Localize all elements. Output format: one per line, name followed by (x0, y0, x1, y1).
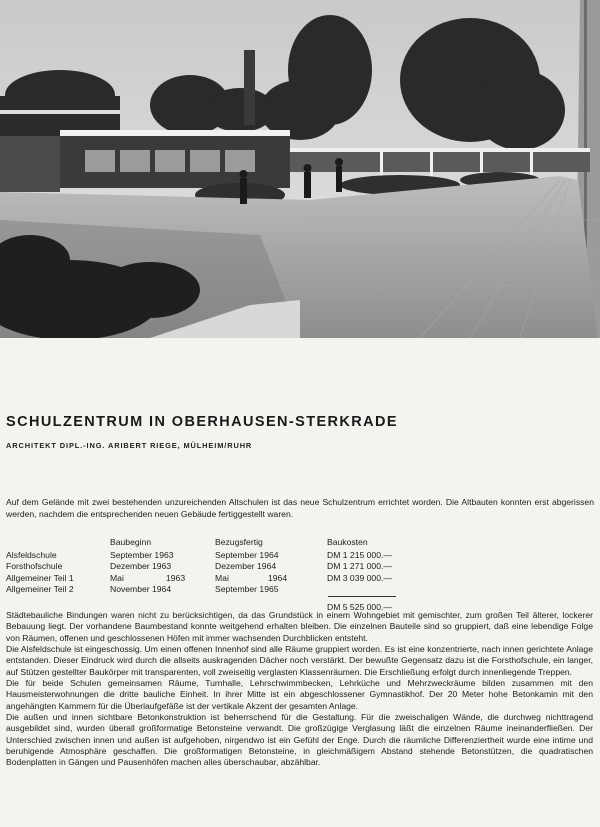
article-title: SCHULZENTRUM IN OBERHAUSEN-STERKRADE (6, 414, 398, 430)
body-paragraph: Die für beide Schulen gemeinsamen Räume, Turnhalle, Lehrschwimmbecken, Lehrküche und Mehrzweckräume bilden zusammen mit den Hausmeisterwohnungen die dritte bauliche Einheit. In ihrer Mitte ist ein abgeschlossener Gymnastikhof. Der 20 Meter hohe Betonkamin mit den angehängten Kammern für die Überlaufgefäße ist der vertikale Akzent der gesamten Anlage. (6, 678, 593, 711)
ready-date: September 1965 (215, 584, 279, 595)
school-name: Alsfeldschule (6, 550, 57, 560)
intro-paragraph: Auf dem Gelände mit zwei bestehenden unzureichenden Altschulen ist das neue Schulzentrum errichtet worden. Die Altbauten konnten erst abgerissen werden, nachdem die entsprechenden neuen Gebäude fertiggestellt waren. (6, 497, 594, 520)
body-text (6, 610, 593, 769)
header-cost: Baukosten (327, 537, 368, 547)
schedule-header-row (6, 537, 596, 550)
schedule-row (6, 573, 596, 584)
total-cost: DM 5 525 000.— (327, 601, 392, 612)
body-paragraph: Städtebauliche Bindungen waren nicht zu berücksichtigen, da das Grundstück in einem Wohngebiet mit gemischter, zum großen Teil älterer, lockerer Bebauung liegt. Der vorhandene Baumbestand konnte weitgehend erhalten bleiben. Die einzelnen Bauteile sind so gruppiert, daß eine lebendige Folge von Räumen, offenen und geschlossenen Höfen mit immer wachsenden Durchblicken entsteht. (6, 610, 593, 643)
schedule-row (6, 550, 596, 561)
schedule-row (6, 561, 596, 572)
school-name: Forsthofschule (6, 561, 63, 572)
schedule-row (6, 584, 596, 595)
schedule-table (6, 537, 596, 613)
concrete-chimney (244, 50, 255, 125)
school-courtyard-photo (0, 0, 600, 338)
cost-value: DM 1 271 000.— (327, 561, 392, 572)
ready-month: Mai (215, 572, 229, 583)
header-start: Baubeginn (110, 537, 152, 547)
start-year: 1963 (166, 572, 186, 583)
body-paragraph: Die außen und innen sichtbare Betonkonstruktion ist beherrschend für die Gestaltung. Für die zweischaligen Wände, die durchweg nichttragend ausgebildet sind, wurden überall großformatige Betonsteine verwandt. Die großzügige Verglasung läßt die einzelnen Räume ineinanderfließen. Der Unterschied zwischen innen und außen ist aufgehoben, nirgendwo ist ein Gefühl der Enge. Durch die räumliche Differenziertheit wurde eine intime und beruhigende Atmosphäre geschaffen. Die großformatigen Betonsteine, in gleichmäßigem Abstand stehende Betonstützen, die quadratischen Bodenplatten in Gängen und Pausenhöfen machen alles überschaubar, abzählbar. (6, 712, 593, 768)
start-date: November 1964 (110, 584, 172, 595)
body-paragraph: Die Alsfeldschule ist eingeschossig. Um einen offenen Innenhof sind alle Räume gruppiert worden. Es ist eine konzentrierte, nach innen gerichtete Anlage entstanden. Dieser Eindruck wird durch die allseits auskragenden Dächer noch verstärkt. Der bewußte Gegensatz dazu ist die Forsthofschule, ein langer, auf Stützen gestellter Baukörper mit transparenten, voll zweiseitig verglasten Klassenräumen. Die Erschließung erfolgt durch innenliegende Treppen. (6, 644, 593, 677)
start-date: Dezember 1963 (110, 561, 172, 572)
sum-rule (328, 596, 396, 597)
start-date: September 1963 (110, 550, 174, 560)
cost-value: DM 1 215 000.— (327, 550, 392, 560)
ready-date: Dezember 1964 (215, 561, 277, 572)
ready-date: September 1964 (215, 550, 279, 560)
school-name: Allgemeiner Teil 1 (6, 572, 74, 583)
ready-year: 1964 (268, 572, 288, 583)
cost-value: DM 3 039 000.— (327, 572, 392, 583)
header-ready: Bezugsfertig (215, 537, 263, 547)
start-month: Mai (110, 572, 124, 583)
school-name: Allgemeiner Teil 2 (6, 584, 74, 595)
architect-credit: ARCHITEKT DIPL.-ING. ARIBERT RIEGE, MÜLHEIM/RUHR (6, 441, 253, 450)
